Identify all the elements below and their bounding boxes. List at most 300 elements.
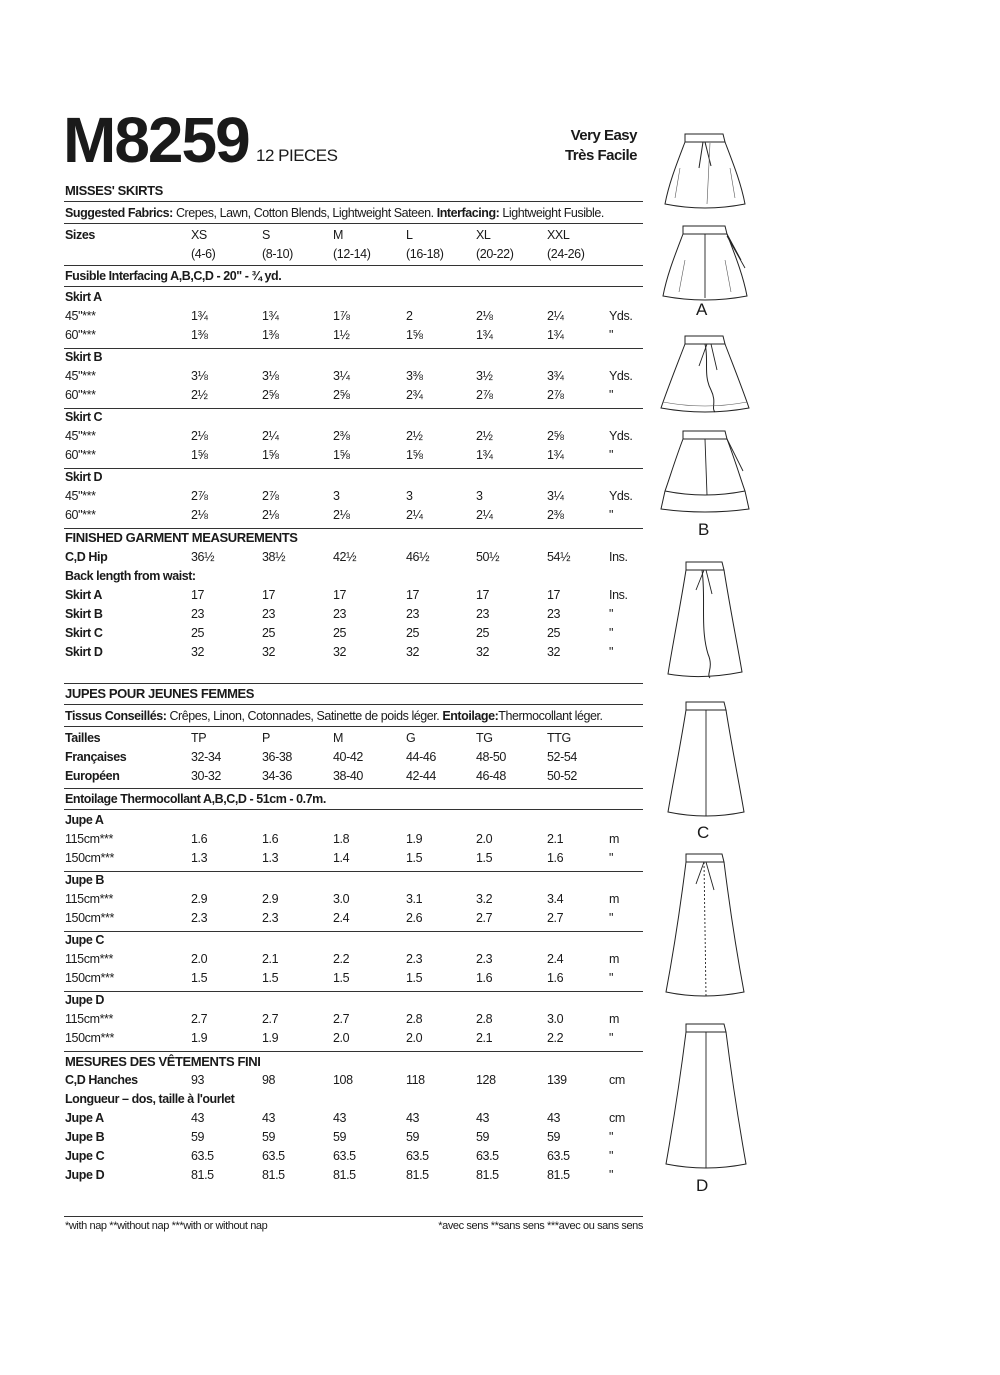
french-finished-title: MESURES DES VÊTEMENTS FINI xyxy=(65,1054,261,1069)
value-cell: 1.5 xyxy=(262,971,279,985)
divider xyxy=(64,528,643,529)
taille-cell: M xyxy=(333,731,344,745)
value-cell: 2¼ xyxy=(547,309,564,323)
unit-cell: Yds. xyxy=(609,489,633,503)
row-label: 115cm*** xyxy=(65,1012,113,1026)
interfacing-label: Interfacing: xyxy=(436,206,500,220)
unit-cell: Yds. xyxy=(609,369,633,383)
unit-cell: " xyxy=(609,911,614,925)
value-cell: 59 xyxy=(333,1130,347,1144)
value-cell: 2.8 xyxy=(476,1012,493,1026)
value-cell: 1⅝ xyxy=(191,448,208,462)
value-cell: 1¾ xyxy=(262,309,279,323)
group-title: Skirt C xyxy=(65,410,103,424)
value-cell: 1¾ xyxy=(547,448,564,462)
taille-cell: P xyxy=(262,731,270,745)
value-cell: 1½ xyxy=(333,328,350,342)
tissus-conseilles-line xyxy=(65,709,603,723)
value-cell: 2⅝ xyxy=(333,388,350,402)
value-cell: 38½ xyxy=(262,550,286,564)
unit-cell: Ins. xyxy=(609,588,628,602)
row-label: C,D Hip xyxy=(65,550,108,564)
skirt-d-back-illustration xyxy=(662,1020,748,1172)
value-cell: 81.5 xyxy=(406,1168,429,1182)
value-cell: 46½ xyxy=(406,550,430,564)
value-cell: 2.4 xyxy=(333,911,350,925)
value-cell: 25 xyxy=(333,626,347,640)
value-cell: 2⅛ xyxy=(191,429,208,443)
entoilage-label: Entoilage: xyxy=(442,709,499,723)
value-cell: 3 xyxy=(476,489,483,503)
value-cell: 23 xyxy=(191,607,205,621)
unit-cell: cm xyxy=(609,1111,625,1125)
value-cell: 3⅛ xyxy=(191,369,208,383)
difficulty-english: Very Easy xyxy=(570,127,637,144)
value-cell: 1⅝ xyxy=(262,448,279,462)
value-cell: 2¼ xyxy=(262,429,279,443)
value-cell: 2.6 xyxy=(406,911,423,925)
value-cell: 25 xyxy=(547,626,561,640)
value-cell: 42½ xyxy=(333,550,357,564)
europeen-cell: 42-44 xyxy=(406,769,436,783)
length-row xyxy=(65,626,645,644)
value-cell: 2.3 xyxy=(262,911,279,925)
fabrics-label: Suggested Fabrics: xyxy=(65,206,173,220)
europeen-cell: 30-32 xyxy=(191,769,221,783)
length-row xyxy=(65,588,645,606)
footnote-english: *with nap **without nap ***with or without nap xyxy=(65,1220,268,1232)
footnote-french: *avec sens **sans sens ***avec ou sans sens xyxy=(438,1220,643,1232)
value-cell: 1.5 xyxy=(191,971,208,985)
row-label: 115cm*** xyxy=(65,892,113,906)
yardage-row xyxy=(65,489,645,507)
value-cell: 81.5 xyxy=(262,1168,285,1182)
value-cell: 1.9 xyxy=(191,1031,208,1045)
value-cell: 54½ xyxy=(547,550,571,564)
value-cell: 63.5 xyxy=(262,1149,285,1163)
value-cell: 25 xyxy=(406,626,420,640)
back-length-label: Back length from waist: xyxy=(65,569,196,583)
row-label: Jupe C xyxy=(65,1149,105,1163)
divider xyxy=(64,201,643,202)
value-cell: 2.0 xyxy=(476,832,493,846)
value-cell: 1.5 xyxy=(406,851,423,865)
value-cell: 2⅞ xyxy=(476,388,493,402)
value-cell: 2 xyxy=(406,309,413,323)
value-cell: 2⅞ xyxy=(262,489,279,503)
unit-cell: " xyxy=(609,388,614,402)
length-row xyxy=(65,607,645,625)
row-label: Jupe D xyxy=(65,1168,105,1182)
row-label: 150cm*** xyxy=(65,911,114,925)
value-cell: 2½ xyxy=(406,429,423,443)
unit-cell: " xyxy=(609,1149,614,1163)
value-cell: 2.3 xyxy=(476,952,493,966)
size-cell: M xyxy=(333,228,344,242)
size-range-row xyxy=(65,247,645,265)
value-cell: 17 xyxy=(476,588,490,602)
value-cell: 2.8 xyxy=(406,1012,423,1026)
row-label: 60"*** xyxy=(65,328,96,342)
value-cell: 25 xyxy=(262,626,276,640)
value-cell: 93 xyxy=(191,1073,205,1087)
value-cell: 23 xyxy=(547,607,561,621)
value-cell: 3½ xyxy=(476,369,493,383)
divider xyxy=(64,704,643,705)
row-label: 60"*** xyxy=(65,508,96,522)
value-cell: 1⅜ xyxy=(191,328,208,342)
row-label: 115cm*** xyxy=(65,832,113,846)
divider xyxy=(64,348,643,349)
english-section-title: MISSES' SKIRTS xyxy=(65,183,163,198)
row-label: 60"*** xyxy=(65,388,96,402)
unit-cell: " xyxy=(609,851,614,865)
size-range-cell: (12-14) xyxy=(333,247,371,261)
unit-cell: " xyxy=(609,508,614,522)
row-label: 150cm*** xyxy=(65,851,114,865)
size-range-cell: (24-26) xyxy=(547,247,585,261)
value-cell: 1.6 xyxy=(476,971,493,985)
value-cell: 32 xyxy=(262,645,276,659)
value-cell: 1.9 xyxy=(406,832,423,846)
value-cell: 2.7 xyxy=(333,1012,350,1026)
yardage-row xyxy=(65,369,645,387)
fabrics-text: Crepes, Lawn, Cotton Blends, Lightweight Sateen. xyxy=(175,206,434,220)
value-cell: 17 xyxy=(191,588,205,602)
value-cell: 2⅜ xyxy=(547,508,564,522)
taille-cell: TTG xyxy=(547,731,571,745)
taille-cell: TG xyxy=(476,731,493,745)
value-cell: 81.5 xyxy=(333,1168,356,1182)
value-cell: 139 xyxy=(547,1073,567,1087)
divider xyxy=(64,991,643,992)
value-cell: 32 xyxy=(191,645,205,659)
value-cell: 23 xyxy=(262,607,276,621)
unit-cell: " xyxy=(609,1031,614,1045)
size-cell: S xyxy=(262,228,270,242)
europeen-cell: 38-40 xyxy=(333,769,363,783)
value-cell: 3.0 xyxy=(333,892,350,906)
value-cell: 1.5 xyxy=(476,851,493,865)
yardage-row xyxy=(65,851,645,869)
value-cell: 2.2 xyxy=(547,1031,564,1045)
yardage-row xyxy=(65,1031,645,1049)
value-cell: 1.8 xyxy=(333,832,350,846)
value-cell: 2.9 xyxy=(191,892,208,906)
value-cell: 1.6 xyxy=(547,851,564,865)
row-label: Skirt B xyxy=(65,607,103,621)
sizes-row xyxy=(65,228,645,246)
value-cell: 3¼ xyxy=(333,369,350,383)
value-cell: 2⅛ xyxy=(191,508,208,522)
value-cell: 2½ xyxy=(476,429,493,443)
divider xyxy=(64,265,643,266)
size-range-cell: (4-6) xyxy=(191,247,216,261)
difficulty-french: Très Facile xyxy=(564,147,637,164)
yardage-row xyxy=(65,388,645,406)
value-cell: 2.7 xyxy=(547,911,564,925)
row-label: 150cm*** xyxy=(65,971,114,985)
value-cell: 2.0 xyxy=(406,1031,423,1045)
europeen-label: Européen xyxy=(65,769,120,783)
row-label: 150cm*** xyxy=(65,1031,114,1045)
value-cell: 1⅝ xyxy=(406,448,423,462)
value-cell: 1.5 xyxy=(406,971,423,985)
value-cell: 2.7 xyxy=(476,911,493,925)
value-cell: 2.9 xyxy=(262,892,279,906)
value-cell: 2⅛ xyxy=(262,508,279,522)
size-range-cell: (16-18) xyxy=(406,247,444,261)
divider xyxy=(64,1051,643,1052)
value-cell: 2¾ xyxy=(406,388,423,402)
yardage-row xyxy=(65,448,645,466)
value-cell: 1.6 xyxy=(547,971,564,985)
value-cell: 1⅝ xyxy=(333,448,350,462)
value-cell: 1.3 xyxy=(191,851,208,865)
value-cell: 1.6 xyxy=(191,832,208,846)
taille-cell: G xyxy=(406,731,416,745)
size-cell: L xyxy=(406,228,413,242)
group-title: Jupe C xyxy=(65,933,104,947)
value-cell: 1.6 xyxy=(262,832,279,846)
entoilage-thermocollant-line: Entoilage Thermocollant A,B,C,D - 51cm - 0.7m. xyxy=(65,792,326,806)
value-cell: 128 xyxy=(476,1073,496,1087)
divider xyxy=(64,809,643,810)
value-cell: 3 xyxy=(333,489,340,503)
divider xyxy=(64,223,643,224)
francaise-cell: 32-34 xyxy=(191,750,221,764)
unit-cell: Ins. xyxy=(609,550,628,564)
value-cell: 43 xyxy=(406,1111,420,1125)
francaise-cell: 40-42 xyxy=(333,750,363,764)
row-label: Jupe A xyxy=(65,1111,104,1125)
value-cell: 1⅝ xyxy=(406,328,423,342)
sizes-label: Sizes xyxy=(65,228,95,242)
value-cell: 63.5 xyxy=(333,1149,356,1163)
value-cell: 59 xyxy=(262,1130,276,1144)
value-cell: 2⅜ xyxy=(333,429,350,443)
value-cell: 59 xyxy=(547,1130,561,1144)
europeen-cell: 34-36 xyxy=(262,769,292,783)
value-cell: 81.5 xyxy=(476,1168,499,1182)
divider xyxy=(64,408,643,409)
divider xyxy=(64,683,643,684)
tissus-text: Crêpes, Linon, Cotonnades, Satinette de poids léger. xyxy=(169,709,440,723)
unit-cell: " xyxy=(609,328,614,342)
europeen-cell: 46-48 xyxy=(476,769,506,783)
divider xyxy=(64,286,643,287)
francaises-label: Françaises xyxy=(65,750,127,764)
unit-cell: " xyxy=(609,1130,614,1144)
francaise-cell: 52-54 xyxy=(547,750,577,764)
value-cell: 50½ xyxy=(476,550,500,564)
value-cell: 17 xyxy=(547,588,561,602)
unit-cell: Yds. xyxy=(609,429,633,443)
value-cell: 23 xyxy=(406,607,420,621)
value-cell: 1⅜ xyxy=(262,328,279,342)
value-cell: 63.5 xyxy=(547,1149,570,1163)
skirt-c-front-illustration xyxy=(662,558,748,680)
row-label: 115cm*** xyxy=(65,952,113,966)
piece-count: 12 PIECES xyxy=(256,146,338,165)
view-d-label: D xyxy=(696,1176,709,1195)
skirt-a-back-illustration xyxy=(655,220,755,302)
value-cell: 3¼ xyxy=(547,489,564,503)
taille-cell: TP xyxy=(191,731,207,745)
value-cell: 59 xyxy=(406,1130,420,1144)
yardage-row xyxy=(65,508,645,526)
size-cell: XS xyxy=(191,228,207,242)
yardage-row xyxy=(65,911,645,929)
value-cell: 17 xyxy=(406,588,420,602)
value-cell: 98 xyxy=(262,1073,276,1087)
unit-cell: m xyxy=(609,1012,620,1026)
value-cell: 2⅞ xyxy=(547,388,564,402)
row-label: Jupe B xyxy=(65,1130,105,1144)
suggested-fabrics-line xyxy=(65,206,604,220)
tailles-row xyxy=(65,731,645,749)
difficulty xyxy=(565,126,637,166)
unit-cell: " xyxy=(609,645,614,659)
value-cell: 2.2 xyxy=(333,952,350,966)
row-label: 45"*** xyxy=(65,369,96,383)
value-cell: 36½ xyxy=(191,550,215,564)
yardage-row xyxy=(65,832,645,850)
group-title: Skirt D xyxy=(65,470,103,484)
divider xyxy=(64,871,643,872)
length-row xyxy=(65,1111,645,1129)
group-title: Jupe A xyxy=(65,813,104,827)
value-cell: 3⅛ xyxy=(262,369,279,383)
value-cell: 17 xyxy=(333,588,347,602)
length-row xyxy=(65,645,645,663)
value-cell: 2½ xyxy=(191,388,208,402)
unit-cell: " xyxy=(609,1168,614,1182)
divider xyxy=(64,1216,643,1217)
yardage-row xyxy=(65,952,645,970)
english-finished-title: FINISHED GARMENT MEASUREMENTS xyxy=(65,530,298,545)
value-cell: 2⅛ xyxy=(476,309,493,323)
value-cell: 2.1 xyxy=(262,952,279,966)
value-cell: 43 xyxy=(476,1111,490,1125)
value-cell: 2.3 xyxy=(406,952,423,966)
row-label: Skirt D xyxy=(65,645,103,659)
value-cell: 2⅝ xyxy=(262,388,279,402)
unit-cell: " xyxy=(609,448,614,462)
size-range-cell: (8-10) xyxy=(262,247,293,261)
europeen-row xyxy=(65,769,645,787)
value-cell: 1¾ xyxy=(476,328,493,342)
view-c-label: C xyxy=(697,823,710,842)
value-cell: 2⅞ xyxy=(191,489,208,503)
europeen-cell: 50-52 xyxy=(547,769,577,783)
unit-cell: cm xyxy=(609,1073,625,1087)
unit-cell: Yds. xyxy=(609,309,633,323)
divider xyxy=(64,726,643,727)
value-cell: 63.5 xyxy=(191,1149,214,1163)
value-cell: 3.0 xyxy=(547,1012,564,1026)
unit-cell: m xyxy=(609,952,620,966)
row-label: C,D Hanches xyxy=(65,1073,138,1087)
value-cell: 17 xyxy=(262,588,276,602)
entoilage-text: Thermocollant léger. xyxy=(498,709,603,723)
yardage-row xyxy=(65,1012,645,1030)
yardage-row xyxy=(65,971,645,989)
row-label: 45"*** xyxy=(65,309,96,323)
pattern-number: M8259 xyxy=(63,104,249,176)
value-cell: 43 xyxy=(333,1111,347,1125)
view-b-label: B xyxy=(698,520,710,539)
yardage-row xyxy=(65,328,645,346)
group-title: Jupe D xyxy=(65,993,104,1007)
unit-cell: m xyxy=(609,832,620,846)
row-label: 45"*** xyxy=(65,429,96,443)
value-cell: 1.4 xyxy=(333,851,350,865)
tailles-label: Tailles xyxy=(65,731,101,745)
size-cell: XL xyxy=(476,228,491,242)
tissus-label: Tissus Conseillés: xyxy=(65,709,167,723)
value-cell: 2.7 xyxy=(191,1012,208,1026)
hip-row xyxy=(65,550,645,568)
view-a-label: A xyxy=(696,300,708,319)
row-label: Skirt C xyxy=(65,626,103,640)
row-label: 60"*** xyxy=(65,448,96,462)
yardage-row xyxy=(65,429,645,447)
value-cell: 63.5 xyxy=(476,1149,499,1163)
length-row xyxy=(65,1149,645,1167)
value-cell: 118 xyxy=(406,1073,425,1087)
value-cell: 32 xyxy=(547,645,561,659)
value-cell: 25 xyxy=(191,626,205,640)
value-cell: 3¾ xyxy=(547,369,564,383)
size-cell: XXL xyxy=(547,228,570,242)
value-cell: 2.1 xyxy=(476,1031,493,1045)
value-cell: 43 xyxy=(547,1111,561,1125)
value-cell: 32 xyxy=(406,645,420,659)
unit-cell: m xyxy=(609,892,620,906)
length-row xyxy=(65,1168,645,1186)
value-cell: 2.0 xyxy=(191,952,208,966)
value-cell: 2⅛ xyxy=(333,508,350,522)
value-cell: 59 xyxy=(191,1130,205,1144)
francaise-cell: 48-50 xyxy=(476,750,506,764)
yardage-row xyxy=(65,892,645,910)
value-cell: 23 xyxy=(333,607,347,621)
value-cell: 2.4 xyxy=(547,952,564,966)
skirt-d-front-illustration xyxy=(662,850,748,1000)
group-title: Jupe B xyxy=(65,873,104,887)
value-cell: 81.5 xyxy=(547,1168,570,1182)
value-cell: 2.0 xyxy=(333,1031,350,1045)
value-cell: 2¼ xyxy=(476,508,493,522)
unit-cell: " xyxy=(609,626,614,640)
fusible-interfacing-line: Fusible Interfacing A,B,C,D - 20" - ¾ yd. xyxy=(65,269,282,283)
skirt-b-front-illustration xyxy=(655,330,755,415)
value-cell: 81.5 xyxy=(191,1168,214,1182)
size-range-cell: (20-22) xyxy=(476,247,514,261)
value-cell: 43 xyxy=(262,1111,276,1125)
value-cell: 3.1 xyxy=(406,892,423,906)
value-cell: 1.3 xyxy=(262,851,279,865)
francaise-cell: 36-38 xyxy=(262,750,292,764)
value-cell: 1¾ xyxy=(547,328,564,342)
value-cell: 1.9 xyxy=(262,1031,279,1045)
value-cell: 3.4 xyxy=(547,892,564,906)
group-title: Skirt B xyxy=(65,350,103,364)
value-cell: 108 xyxy=(333,1073,353,1087)
group-title: Skirt A xyxy=(65,290,102,304)
skirt-a-front-illustration xyxy=(655,128,755,210)
